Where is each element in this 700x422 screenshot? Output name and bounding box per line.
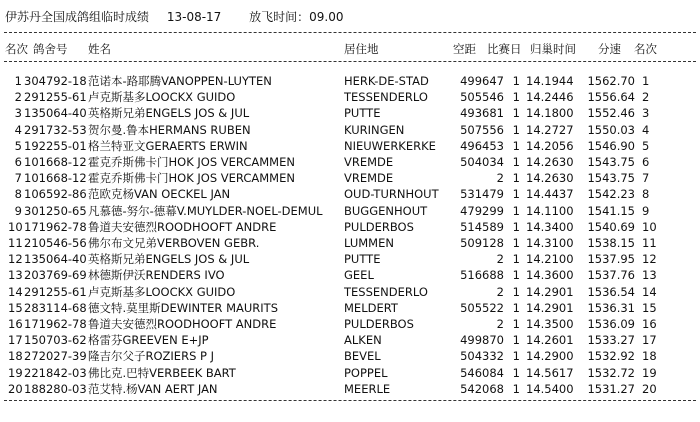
row-rank-right: 16 bbox=[642, 317, 657, 331]
row-arrival-time: 14.3400 bbox=[526, 219, 574, 234]
row-speed: 1541.15 bbox=[587, 203, 635, 218]
row-distance: 516688 bbox=[460, 268, 504, 283]
row-fancier-name: 霍克乔斯佛卡门HOK JOS VERCAMMEN bbox=[88, 155, 295, 169]
row-fancier-name: 英格斯兄弟ENGELS JOS & JUL bbox=[88, 106, 250, 121]
header-speed: 分速 bbox=[598, 42, 621, 56]
row-race-day: 1 bbox=[512, 333, 520, 348]
row-town: HERK-DE-STAD bbox=[344, 74, 429, 88]
row-rank-right: 14 bbox=[642, 284, 657, 299]
row-speed: 1536.54 bbox=[587, 284, 635, 299]
row-rank-right: 5 bbox=[642, 138, 650, 153]
row-race-day: 1 bbox=[512, 219, 520, 234]
row-ring-number: 188280-03 bbox=[24, 381, 87, 396]
row-speed: 1540.69 bbox=[587, 219, 635, 234]
row-speed: 1552.46 bbox=[587, 106, 635, 121]
row-arrival-time: 14.2901 bbox=[526, 300, 574, 315]
row-arrival-time: 14.2056 bbox=[526, 138, 574, 153]
table-header bbox=[0, 41, 700, 58]
row-ring-number: 171962-78 bbox=[24, 317, 87, 331]
row-speed: 1531.27 bbox=[587, 381, 635, 396]
row-distance: 505546 bbox=[460, 90, 504, 105]
row-rank-right: 19 bbox=[642, 365, 657, 380]
row-race-day: 1 bbox=[512, 284, 520, 299]
row-rank: 13 bbox=[8, 268, 23, 283]
row-fancier-name: 格兰特亚文GERAERTS ERWIN bbox=[88, 138, 248, 153]
row-fancier-name: 卢克斯基多LOOCKX GUIDO bbox=[88, 284, 236, 299]
row-rank-right: 4 bbox=[642, 122, 650, 137]
row-rank: 12 bbox=[8, 252, 23, 267]
row-race-day: 1 bbox=[512, 106, 520, 121]
header-town: 居住地 bbox=[344, 42, 379, 56]
row-distance: 493681 bbox=[460, 106, 504, 121]
row-race-day: 1 bbox=[512, 155, 520, 169]
row-arrival-time: 14.2727 bbox=[526, 122, 574, 137]
table-row bbox=[0, 251, 700, 268]
row-rank: 15 bbox=[8, 300, 23, 315]
row-distance: 504034 bbox=[460, 155, 504, 169]
row-rank-right: 17 bbox=[642, 333, 657, 348]
row-ring-number: 304792-18 bbox=[24, 74, 87, 88]
row-ring-number: 192255-01 bbox=[24, 138, 87, 153]
row-race-day: 1 bbox=[512, 365, 520, 380]
header-name: 姓名 bbox=[88, 42, 111, 56]
table-row bbox=[0, 89, 700, 106]
row-distance: 2 bbox=[496, 317, 504, 331]
row-race-day: 1 bbox=[512, 252, 520, 267]
row-speed: 1543.75 bbox=[587, 155, 635, 169]
row-town: BUGGENHOUT bbox=[344, 203, 428, 218]
row-speed: 1532.92 bbox=[587, 349, 635, 364]
table-row bbox=[0, 122, 700, 139]
row-ring-number: 135064-40 bbox=[24, 252, 87, 267]
row-speed: 1533.27 bbox=[587, 333, 635, 348]
row-ring-number: 291732-53 bbox=[24, 122, 87, 137]
divider-top bbox=[4, 32, 696, 33]
row-arrival-time: 14.2900 bbox=[526, 349, 574, 364]
row-arrival-time: 14.1800 bbox=[526, 106, 574, 121]
row-ring-number: 221842-03 bbox=[24, 365, 87, 380]
row-fancier-name: 格雷芬GREEVEN E+JP bbox=[88, 333, 209, 348]
table-row bbox=[0, 154, 700, 171]
table-row bbox=[0, 170, 700, 187]
row-rank-right: 9 bbox=[642, 203, 650, 218]
row-speed: 1556.64 bbox=[587, 90, 635, 105]
row-fancier-name: 佛比克.巴特VERBEEK BART bbox=[88, 365, 236, 380]
row-town: PUTTE bbox=[344, 106, 381, 121]
row-fancier-name: 鲁道夫安德烈ROODHOOFT ANDRE bbox=[88, 219, 277, 234]
row-fancier-name: 林德斯伊沃RENDERS IVO bbox=[88, 268, 225, 283]
row-distance: 496453 bbox=[460, 138, 504, 153]
row-fancier-name: 佛尔布文兄弟VERBOVEN GEBR. bbox=[88, 236, 260, 250]
row-race-day: 1 bbox=[512, 203, 520, 218]
race-date: 13-08-17 bbox=[166, 10, 222, 24]
table-row bbox=[0, 105, 700, 122]
row-ring-number: 150703-62 bbox=[24, 333, 87, 348]
row-fancier-name: 英格斯兄弟ENGELS JOS & JUL bbox=[88, 252, 250, 267]
row-rank: 8 bbox=[14, 187, 22, 202]
row-speed: 1537.95 bbox=[587, 252, 635, 267]
row-rank-right: 11 bbox=[642, 236, 657, 250]
table-row bbox=[0, 203, 700, 220]
row-town: PUTTE bbox=[344, 252, 381, 267]
row-rank: 19 bbox=[8, 365, 23, 380]
header-arrival-time: 归巢时间 bbox=[530, 42, 576, 56]
row-fancier-name: 范诺本-路耶腾VANOPPEN-LUYTEN bbox=[88, 74, 272, 88]
row-ring-number: 301250-65 bbox=[24, 203, 87, 218]
row-distance: 499647 bbox=[460, 74, 504, 88]
row-speed: 1550.03 bbox=[587, 122, 635, 137]
row-town: BEVEL bbox=[344, 349, 381, 364]
table-row bbox=[0, 332, 700, 349]
row-town: PULDERBOS bbox=[344, 317, 414, 331]
row-rank: 18 bbox=[8, 349, 23, 364]
row-arrival-time: 14.2630 bbox=[526, 155, 574, 169]
row-rank-right: 13 bbox=[642, 268, 657, 283]
row-ring-number: 291255-61 bbox=[24, 284, 87, 299]
row-distance: 505522 bbox=[460, 300, 504, 315]
row-rank: 11 bbox=[8, 236, 23, 250]
row-ring-number: 291255-61 bbox=[24, 90, 87, 105]
row-race-day: 1 bbox=[512, 300, 520, 315]
row-rank: 7 bbox=[14, 171, 22, 186]
row-arrival-time: 14.4437 bbox=[526, 187, 574, 202]
row-town: LUMMEN bbox=[344, 236, 394, 250]
row-rank-right: 3 bbox=[642, 106, 650, 121]
row-arrival-time: 14.2100 bbox=[526, 252, 574, 267]
row-rank-right: 10 bbox=[642, 219, 657, 234]
row-ring-number: 272027-39 bbox=[24, 349, 87, 364]
row-rank-right: 7 bbox=[642, 171, 650, 186]
row-rank: 1 bbox=[14, 74, 22, 88]
row-ring-number: 106592-86 bbox=[24, 187, 87, 202]
row-race-day: 1 bbox=[512, 171, 520, 186]
row-rank: 2 bbox=[14, 90, 22, 105]
row-fancier-name: 德文特.莫里斯DEWINTER MAURITS bbox=[88, 300, 278, 315]
header-ring: 鸽舍号 bbox=[33, 42, 68, 56]
row-arrival-time: 14.3500 bbox=[526, 317, 574, 331]
row-speed: 1562.70 bbox=[587, 74, 635, 88]
row-race-day: 1 bbox=[512, 349, 520, 364]
row-speed: 1532.72 bbox=[587, 365, 635, 380]
row-distance: 2 bbox=[496, 252, 504, 267]
row-town: ALKEN bbox=[344, 333, 382, 348]
row-rank: 3 bbox=[14, 106, 22, 121]
divider-header bbox=[4, 61, 696, 62]
row-rank: 9 bbox=[14, 203, 22, 218]
row-arrival-time: 14.1944 bbox=[526, 74, 574, 88]
table-row bbox=[0, 284, 700, 301]
row-fancier-name: 贺尔曼.鲁本HERMANS RUBEN bbox=[88, 122, 251, 137]
row-rank: 6 bbox=[14, 155, 22, 169]
race-name: 伊苏丹全国成鸽组临时成绩 bbox=[5, 10, 150, 24]
row-town: NIEUWERKERKE bbox=[344, 138, 436, 153]
row-race-day: 1 bbox=[512, 187, 520, 202]
row-distance: 507556 bbox=[460, 122, 504, 137]
row-race-day: 1 bbox=[512, 138, 520, 153]
row-arrival-time: 14.2901 bbox=[526, 284, 574, 299]
release-time: 放飞时间：09.00 bbox=[249, 10, 344, 24]
header-rank-right: 名次 bbox=[634, 42, 657, 56]
table-row bbox=[0, 300, 700, 317]
row-ring-number: 203769-69 bbox=[24, 268, 87, 283]
header-rank: 名次 bbox=[5, 42, 28, 56]
row-town: VREMDE bbox=[344, 171, 394, 186]
header-race-day: 比赛日 bbox=[487, 42, 522, 56]
row-arrival-time: 14.3100 bbox=[526, 236, 574, 250]
row-distance: 514589 bbox=[460, 219, 504, 234]
divider-bottom bbox=[4, 400, 696, 401]
row-distance: 2 bbox=[496, 284, 504, 299]
table-row bbox=[0, 267, 700, 284]
row-distance: 499870 bbox=[460, 333, 504, 348]
row-arrival-time: 14.2630 bbox=[526, 171, 574, 186]
row-town: MEERLE bbox=[344, 381, 391, 396]
row-speed: 1543.75 bbox=[587, 171, 635, 186]
row-arrival-time: 14.3600 bbox=[526, 268, 574, 283]
row-race-day: 1 bbox=[512, 317, 520, 331]
row-rank-right: 15 bbox=[642, 300, 657, 315]
row-rank: 5 bbox=[14, 138, 22, 153]
row-fancier-name: 范欧克杨VAN OECKEL JAN bbox=[88, 187, 231, 202]
row-distance: 509128 bbox=[460, 236, 504, 250]
row-distance: 504332 bbox=[460, 349, 504, 364]
table-row bbox=[0, 381, 700, 398]
row-town: POPPEL bbox=[344, 365, 388, 380]
row-town: KURINGEN bbox=[344, 122, 405, 137]
row-rank-right: 1 bbox=[642, 74, 650, 88]
row-ring-number: 283114-68 bbox=[24, 300, 87, 315]
row-race-day: 1 bbox=[512, 268, 520, 283]
table-row bbox=[0, 138, 700, 155]
row-arrival-time: 14.5400 bbox=[526, 381, 574, 396]
row-town: MELDERT bbox=[344, 300, 398, 315]
row-distance: 546084 bbox=[460, 365, 504, 380]
row-distance: 542068 bbox=[460, 381, 504, 396]
row-rank: 4 bbox=[14, 122, 22, 137]
row-speed: 1536.09 bbox=[587, 317, 635, 331]
row-fancier-name: 范艾特.杨VAN AERT JAN bbox=[88, 381, 218, 396]
row-race-day: 1 bbox=[512, 381, 520, 396]
row-rank: 10 bbox=[8, 219, 23, 234]
table-row bbox=[0, 219, 700, 236]
table-row bbox=[0, 186, 700, 203]
table-row bbox=[0, 316, 700, 333]
row-town: OUD-TURNHOUT bbox=[344, 187, 439, 202]
row-fancier-name: 鲁道夫安德烈ROODHOOFT ANDRE bbox=[88, 317, 277, 331]
row-speed: 1538.15 bbox=[587, 236, 635, 250]
report-title-bar bbox=[5, 8, 344, 26]
header-distance: 空距 bbox=[453, 42, 476, 56]
row-rank-right: 20 bbox=[642, 381, 657, 396]
row-rank: 17 bbox=[8, 333, 23, 348]
row-race-day: 1 bbox=[512, 90, 520, 105]
row-distance: 2 bbox=[496, 171, 504, 186]
row-arrival-time: 14.5617 bbox=[526, 365, 574, 380]
row-rank: 14 bbox=[8, 284, 23, 299]
row-town: PULDERBOS bbox=[344, 219, 414, 234]
row-distance: 479299 bbox=[460, 203, 504, 218]
table-row bbox=[0, 365, 700, 382]
row-ring-number: 101668-12 bbox=[24, 171, 87, 186]
row-town: TESSENDERLO bbox=[344, 284, 428, 299]
row-rank-right: 2 bbox=[642, 90, 650, 105]
row-town: GEEL bbox=[344, 268, 374, 283]
row-rank: 20 bbox=[8, 381, 23, 396]
row-rank-right: 6 bbox=[642, 155, 650, 169]
table-row bbox=[0, 73, 700, 90]
row-rank-right: 18 bbox=[642, 349, 657, 364]
row-rank-right: 8 bbox=[642, 187, 650, 202]
row-speed: 1542.23 bbox=[587, 187, 635, 202]
row-ring-number: 135064-40 bbox=[24, 106, 87, 121]
row-distance: 531479 bbox=[460, 187, 504, 202]
row-fancier-name: 卢克斯基多LOOCKX GUIDO bbox=[88, 90, 236, 105]
row-race-day: 1 bbox=[512, 122, 520, 137]
row-ring-number: 210546-56 bbox=[24, 236, 87, 250]
row-race-day: 1 bbox=[512, 74, 520, 88]
row-fancier-name: 凡慕德-努尔-德幕V.MUYLDER-NOEL-DEMUL bbox=[88, 203, 323, 218]
row-speed: 1537.76 bbox=[587, 268, 635, 283]
row-fancier-name: 霍克乔斯佛卡门HOK JOS VERCAMMEN bbox=[88, 171, 295, 186]
row-ring-number: 101668-12 bbox=[24, 155, 87, 169]
table-row bbox=[0, 348, 700, 365]
row-speed: 1546.90 bbox=[587, 138, 635, 153]
row-race-day: 1 bbox=[512, 236, 520, 250]
row-arrival-time: 14.2446 bbox=[526, 90, 574, 105]
row-ring-number: 171962-78 bbox=[24, 219, 87, 234]
row-town: TESSENDERLO bbox=[344, 90, 428, 105]
row-arrival-time: 14.1100 bbox=[526, 203, 574, 218]
table-row bbox=[0, 235, 700, 252]
row-rank: 16 bbox=[8, 317, 23, 331]
row-rank-right: 12 bbox=[642, 252, 657, 267]
row-speed: 1536.31 bbox=[587, 300, 635, 315]
row-arrival-time: 14.2601 bbox=[526, 333, 574, 348]
row-fancier-name: 隆吉尔父子ROZIERS P J bbox=[88, 349, 215, 364]
row-town: VREMDE bbox=[344, 155, 394, 169]
